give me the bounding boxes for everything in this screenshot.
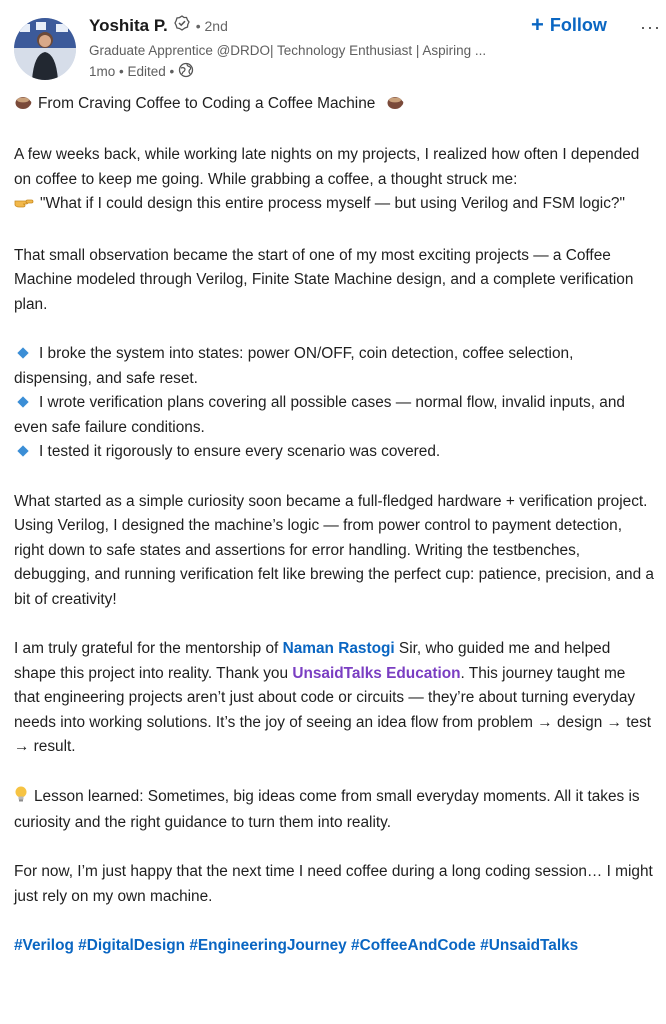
diamond-bullet-icon bbox=[17, 347, 28, 358]
hashtag-link[interactable]: #DigitalDesign bbox=[78, 937, 186, 955]
avatar[interactable] bbox=[14, 18, 76, 80]
paragraph-intro: A few weeks back, while working late nights on my projects, I realized how often I depended on coffee to keep me going. While grabbing a coffee, a thought struck me: bbox=[14, 146, 640, 188]
author-headline: Graduate Apprentice @DRDO| Technology Enthusiast | Aspiring ... bbox=[89, 43, 487, 58]
hashtag-link[interactable]: #EngineeringJourney bbox=[189, 937, 347, 955]
hashtag-link[interactable]: #CoffeeAndCode bbox=[351, 937, 476, 955]
mention-unsaidtalks-education[interactable]: UnsaidTalks Education bbox=[292, 664, 461, 682]
connection-degree: • 2nd bbox=[195, 17, 228, 34]
lightbulb-icon bbox=[14, 785, 28, 812]
diamond-bullet-icon bbox=[17, 446, 28, 457]
paragraph-gratitude: I am truly grateful for the mentorship of Naman Rastogi Sir, who guided me and helped shape this project into reality. Thank you UnsaidTalks Education. This journey taught me that engineering projects aren’t just about code or circuits — they’re about turning everyday needs into working solutions. It’s the joy of seeing an idea flow from problem → design → test → result. bbox=[14, 640, 652, 756]
verified-icon bbox=[174, 15, 190, 36]
bullet-item: I broke the system into states: power ON/OFF, coin detection, coffee selection, dispensing, and safe reset. bbox=[14, 344, 574, 387]
post-title-line bbox=[14, 92, 654, 119]
bullet-item: I wrote verification plans covering all possible cases — normal flow, invalid inputs, and even safe failure conditions. bbox=[14, 394, 625, 436]
pointing-hand-icon bbox=[14, 194, 34, 219]
post-body bbox=[14, 92, 654, 959]
paragraph-project: That small observation became the start of one of my most exciting projects — a Coffee Machine modeled through Verilog, Finite State Machine design, and a complete verification plan. bbox=[14, 246, 634, 313]
post-title: From Craving Coffee to Coding a Coffee Machine bbox=[38, 95, 376, 112]
post-header bbox=[0, 0, 666, 90]
follow-label: Follow bbox=[549, 14, 607, 35]
post-time: 1mo • Edited • bbox=[89, 64, 175, 79]
bullet-item: I tested it rigorously to ensure every scenario was covered. bbox=[14, 440, 654, 465]
author-name-row bbox=[89, 15, 228, 36]
globe-icon bbox=[178, 62, 194, 81]
mention-naman-rastogi[interactable]: Naman Rastogi bbox=[282, 640, 395, 658]
coffee-icon bbox=[14, 94, 32, 119]
quote-line bbox=[14, 192, 654, 219]
paragraph-lesson: Lesson learned: Sometimes, big ideas come from small everyday moments. All it takes is curiosity and the right guidance to turn them into reality. bbox=[14, 785, 654, 836]
hashtag-link[interactable]: #Verilog bbox=[14, 937, 74, 955]
author-name[interactable]: Yoshita P. bbox=[89, 15, 168, 35]
more-options-button[interactable]: ··· bbox=[640, 17, 661, 37]
follow-button[interactable] bbox=[531, 14, 607, 36]
paragraph-verification: What started as a simple curiosity soon became a full-fledged hardware + verification project. Using Verilog, I designed the machine’s logic — from power control to payment detection, right down to safe states and assertions for error handling. Writing the testbenches, debugging, and running verification felt like brewing the perfect cup: patience, precision, and a bit of creativity! bbox=[14, 492, 654, 608]
coffee-icon bbox=[386, 94, 404, 119]
hashtag-link[interactable]: #UnsaidTalks bbox=[480, 937, 579, 955]
quote-text: "What if I could design this entire process myself — but using Verilog and FSM logic?" bbox=[40, 195, 625, 213]
paragraph-closing: For now, I’m just happy that the next time I need coffee during a long coding session… I might just rely on my own machine. bbox=[14, 863, 653, 905]
hashtags bbox=[14, 934, 654, 959]
post-meta bbox=[89, 62, 194, 81]
diamond-bullet-icon bbox=[17, 396, 28, 407]
plus-icon: + bbox=[531, 12, 544, 37]
